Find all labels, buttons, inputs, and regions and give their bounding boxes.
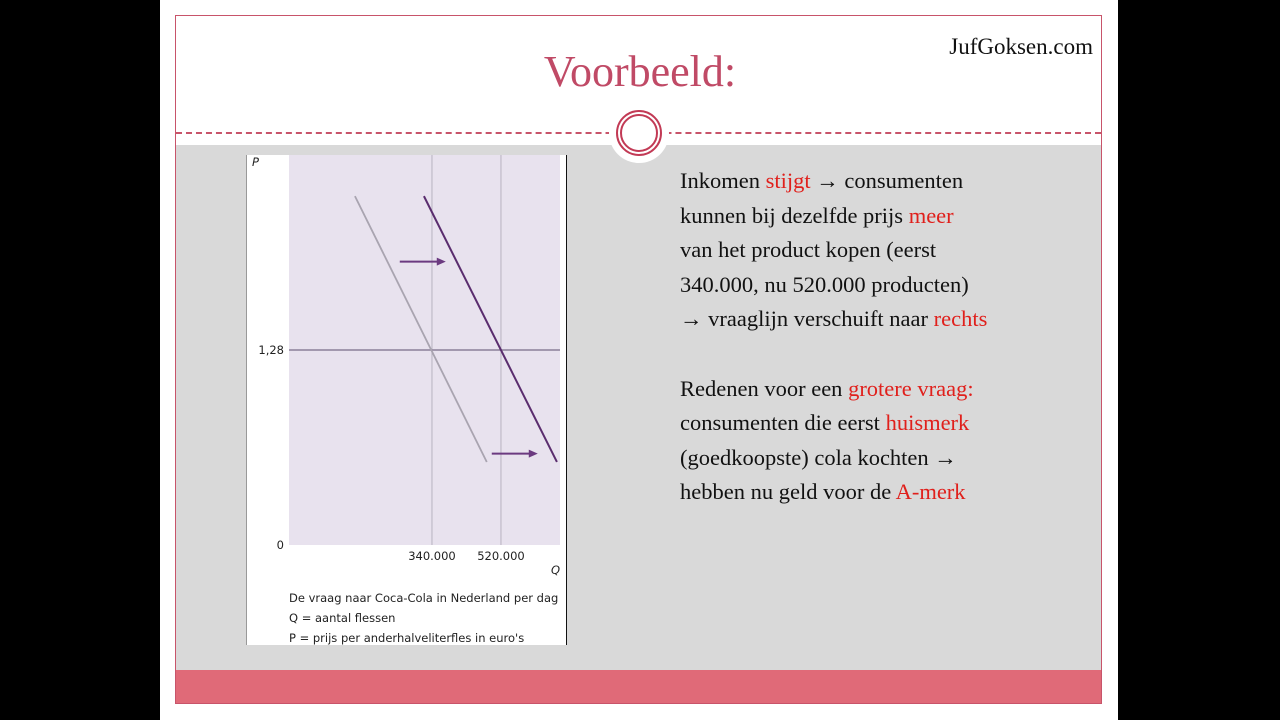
text-line	[680, 233, 987, 268]
text-segment: consumenten die eerst	[680, 410, 886, 435]
text-segment: 340.000, nu 520.000 producten)	[680, 271, 969, 297]
circle-ornament-icon	[609, 103, 669, 163]
highlight-text: stijgt	[765, 168, 811, 193]
highlight-text: A-merk	[895, 479, 966, 504]
y-tick-label: 0	[276, 538, 284, 552]
text-line	[680, 268, 987, 303]
demand-chart	[246, 155, 567, 645]
highlight-text: meer	[908, 202, 954, 228]
x-tick-label: 520.000	[477, 549, 525, 563]
text-segment: (goedkoopste) cola kochten →	[680, 444, 957, 470]
highlight-text: huismerk	[885, 410, 970, 435]
y-tick-label: 1,28	[258, 343, 284, 357]
explanation-text	[680, 164, 987, 510]
site-name: JufGoksen.com	[949, 34, 1093, 59]
y-axis-label: P	[252, 155, 259, 169]
text-line	[680, 406, 987, 441]
highlight-text: rechts	[933, 306, 988, 331]
text-line	[680, 475, 987, 510]
text-segment: → consumenten	[810, 168, 964, 193]
text-segment: van het product kopen (eerst	[680, 237, 937, 262]
text-segment: Inkomen	[680, 168, 766, 193]
chart-note-q: Q = aantal flessen	[289, 611, 396, 625]
text-line	[680, 302, 987, 337]
text-line	[680, 372, 987, 407]
slide-title: Voorbeeld:	[543, 47, 737, 96]
x-tick-label: 340.000	[408, 549, 456, 563]
text-segment: → vraaglijn verschuift naar	[680, 306, 934, 331]
text-line	[680, 441, 987, 476]
highlight-text: grotere vraag:	[848, 375, 974, 401]
text-line	[680, 199, 987, 234]
chart-note-p: P = prijs per anderhalveliterfles in euro's	[289, 631, 525, 645]
text-segment: hebben nu geld voor de	[680, 479, 896, 504]
footer-bar	[176, 670, 1101, 703]
text-segment: Redenen voor een	[680, 375, 849, 401]
text-segment: kunnen bij dezelfde prijs	[680, 202, 909, 228]
text-line	[680, 164, 987, 199]
x-axis-label: Q	[551, 563, 561, 577]
chart-title: De vraag naar Coca-Cola in Nederland per dag	[289, 591, 559, 605]
